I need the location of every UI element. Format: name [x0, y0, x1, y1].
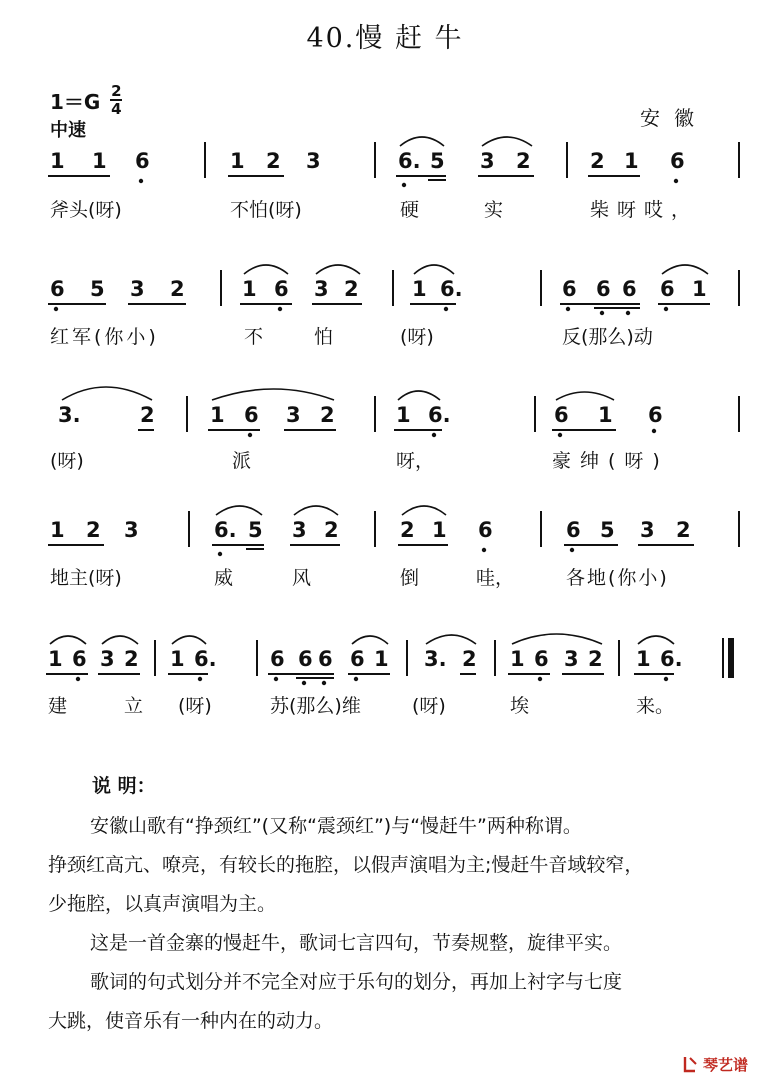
octave-dot — [432, 433, 436, 437]
note: 1 — [210, 403, 225, 427]
note: 2 — [588, 647, 603, 671]
lyric: 来。 — [636, 695, 675, 717]
slur — [638, 636, 674, 644]
note: 1 — [510, 647, 525, 671]
note: 6 — [534, 647, 549, 671]
note: 1 — [636, 647, 651, 671]
octave-dot — [354, 677, 358, 681]
note: 6 — [566, 518, 581, 542]
lyric: 倒 — [400, 567, 420, 589]
note: 1 — [48, 647, 63, 671]
lyric: (呀) — [412, 695, 446, 717]
slur — [244, 265, 288, 274]
note: 6. — [214, 518, 237, 542]
slur — [352, 636, 388, 644]
lyric: 柴呀哎， — [590, 199, 699, 221]
octave-dot — [570, 548, 574, 552]
lyric: 反(那么)动 — [562, 326, 653, 348]
lyric: 不 — [244, 326, 264, 348]
note: 2 — [124, 647, 139, 671]
note: 2 — [320, 403, 335, 427]
note: 1 — [374, 647, 389, 671]
slur — [556, 392, 614, 400]
lyric: 立 — [124, 695, 144, 717]
note: 6 — [670, 149, 685, 173]
octave-dot — [538, 677, 542, 681]
note: 3 — [124, 518, 139, 542]
note: 1 — [396, 403, 411, 427]
octave-dot — [652, 429, 656, 433]
slur — [426, 635, 476, 644]
note: 6 — [298, 647, 313, 671]
note: 3 — [480, 149, 495, 173]
note: 6. — [440, 277, 463, 301]
note: 3 — [100, 647, 115, 671]
octave-dot — [402, 183, 406, 187]
note: 1 — [50, 149, 65, 173]
octave-dot — [302, 681, 306, 685]
note: 1 — [242, 277, 257, 301]
note: 6 — [554, 403, 569, 427]
octave-dot — [248, 433, 252, 437]
note: 2 — [266, 149, 281, 173]
note: 6 — [622, 277, 637, 301]
lyric: 建 — [48, 695, 68, 717]
note: 2 — [324, 518, 339, 542]
lyric: (呀) — [178, 695, 212, 717]
note: 6 — [478, 518, 493, 542]
note: 2 — [344, 277, 359, 301]
note: 6 — [72, 647, 87, 671]
lyric: 红军(你小) — [50, 326, 159, 348]
explanation-line: 歌词的句式划分并不完全对应于乐句的划分，再加上衬字与七度 — [90, 971, 623, 993]
song-title: 40.慢 赶 牛 — [306, 23, 464, 54]
note: 3 — [306, 149, 321, 173]
octave-dot — [674, 179, 678, 183]
octave-dot — [54, 307, 58, 311]
note: 6 — [318, 647, 333, 671]
lyric: 斧头(呀) — [50, 199, 122, 221]
lyric: 不怕(呀) — [230, 199, 302, 221]
note: 2 — [516, 149, 531, 173]
note: 3 — [640, 518, 655, 542]
octave-dot — [139, 179, 143, 183]
lyric: (呀) — [400, 326, 434, 348]
note: 6. — [428, 403, 451, 427]
slur — [294, 506, 338, 515]
note: 6 — [244, 403, 259, 427]
note: 1 — [432, 518, 447, 542]
slur — [662, 265, 708, 274]
octave-dot — [198, 677, 202, 681]
slur — [482, 137, 532, 146]
note: 1 — [92, 149, 107, 173]
note: 3 — [314, 277, 329, 301]
note: 2 — [462, 647, 477, 671]
octave-dot — [664, 307, 668, 311]
octave-dot — [274, 677, 278, 681]
note: 3. — [58, 403, 81, 427]
note: 5 — [248, 518, 263, 542]
note: 2 — [676, 518, 691, 542]
lyric: 怕 — [314, 326, 334, 348]
octave-dot — [566, 307, 570, 311]
lyric: 豪绅(呀) — [552, 450, 669, 472]
lyric: (呀) — [50, 450, 84, 472]
slur — [316, 265, 360, 274]
octave-dot — [558, 433, 562, 437]
time-top: 2 — [111, 82, 122, 100]
slur — [62, 387, 152, 400]
note: 2 — [590, 149, 605, 173]
note: 6. — [398, 149, 421, 173]
slur — [172, 636, 206, 644]
note: 6 — [274, 277, 289, 301]
site-logo — [682, 1054, 748, 1075]
note: 6 — [135, 149, 150, 173]
slur — [400, 137, 444, 146]
note: 1 — [170, 647, 185, 671]
octave-dot — [600, 311, 604, 315]
octave-dot — [218, 552, 222, 556]
explanation-line: 安徽山歌有“挣颈红”(又称“震颈红”)与“慢赶牛”两种称谓。 — [90, 815, 582, 837]
note: 2 — [170, 277, 185, 301]
octave-dot — [664, 677, 668, 681]
note: 1 — [624, 149, 639, 173]
lyric: 哇， — [476, 567, 515, 589]
explanation-line: 大跳，使音乐有一种内在的动力。 — [48, 1010, 334, 1032]
explanation-line: 挣颈红高亢、嘹亮，有较长的拖腔，以假声演唱为主;慢赶牛音域较窄， — [48, 854, 644, 876]
tempo-marking: 中速 — [50, 120, 86, 141]
lyric: 派 — [232, 450, 252, 472]
lyric: 威 — [214, 567, 234, 589]
lyric: 呀， — [396, 450, 435, 472]
slur — [212, 389, 334, 400]
note: 6 — [350, 647, 365, 671]
note: 3 — [292, 518, 307, 542]
octave-dot — [482, 548, 486, 552]
slur — [216, 506, 262, 515]
note: 6 — [270, 647, 285, 671]
note: 1 — [598, 403, 613, 427]
octave-dot — [444, 307, 448, 311]
slur — [50, 636, 86, 644]
slur — [402, 506, 446, 515]
note: 1 — [412, 277, 427, 301]
note: 5 — [90, 277, 105, 301]
key-label: 1＝G — [50, 89, 101, 114]
note: 1 — [50, 518, 65, 542]
note: 6 — [562, 277, 577, 301]
lyric: 各地(你小) — [566, 567, 669, 589]
lyric: 硬 — [400, 199, 420, 221]
note: 6. — [194, 647, 217, 671]
lyric: 苏(那么)维 — [270, 695, 361, 717]
note: 3 — [130, 277, 145, 301]
note: 1 — [230, 149, 245, 173]
explanation-line: 少拖腔，以真声演唱为主。 — [48, 893, 277, 915]
note: 2 — [400, 518, 415, 542]
note: 1 — [692, 277, 707, 301]
time-bottom: 4 — [111, 100, 122, 118]
lyric: 风 — [292, 567, 312, 589]
note: 2 — [140, 403, 155, 427]
note: 6 — [50, 277, 65, 301]
music-note-icon — [682, 1055, 700, 1075]
note: 5 — [430, 149, 445, 173]
slur — [102, 636, 138, 644]
explanation-heading: 说 明： — [92, 775, 156, 797]
slur — [414, 265, 454, 274]
octave-dot — [626, 311, 630, 315]
note: 3 — [564, 647, 579, 671]
region-label: 安徽 — [640, 106, 708, 130]
note: 5 — [600, 518, 615, 542]
lyric: 实 — [484, 199, 504, 221]
note: 6 — [660, 277, 675, 301]
lyric: 地主(呀) — [50, 567, 122, 589]
lyric: 埃 — [510, 695, 530, 717]
note: 3. — [424, 647, 447, 671]
octave-dot — [76, 677, 80, 681]
octave-dot — [322, 681, 326, 685]
note: 2 — [86, 518, 101, 542]
note: 3 — [286, 403, 301, 427]
slur — [512, 634, 602, 644]
logo-text: 琴艺谱 — [703, 1056, 749, 1074]
note: 6. — [660, 647, 683, 671]
note: 6 — [596, 277, 611, 301]
octave-dot — [278, 307, 282, 311]
explanation-line: 这是一首金寨的慢赶牛，歌词七言四句，节奏规整，旋律平实。 — [90, 932, 623, 954]
slur — [398, 391, 440, 400]
note: 6 — [648, 403, 663, 427]
